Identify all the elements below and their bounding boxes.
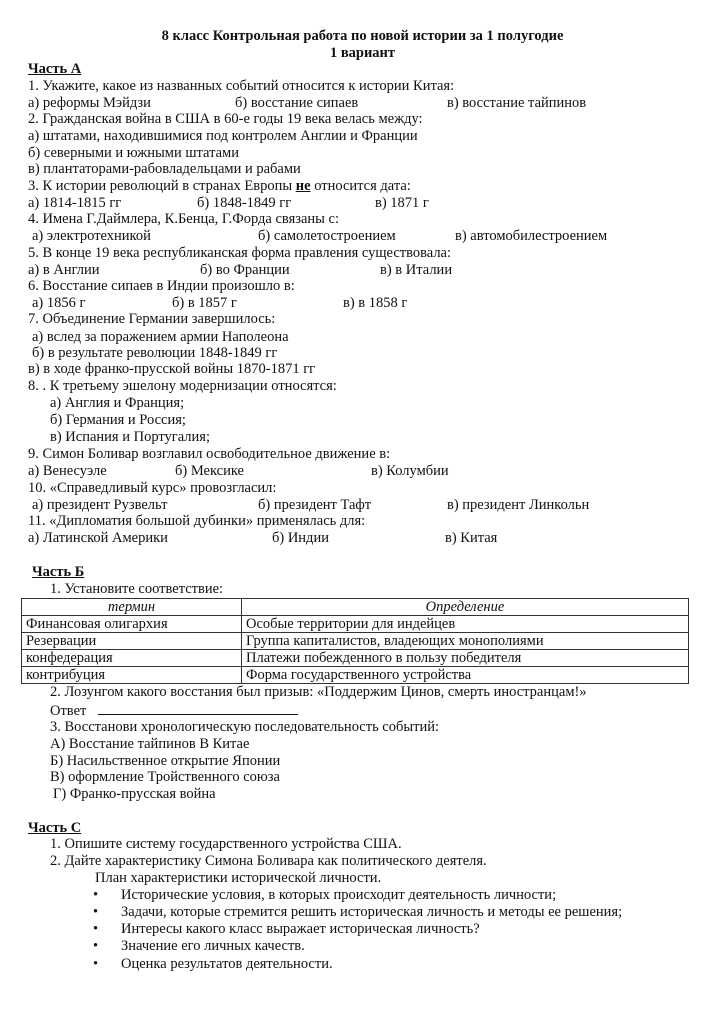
option: б) президент Тафт xyxy=(258,497,372,513)
question-9: 9. Симон Боливар возглавил освободительное движение в: xyxy=(28,446,391,462)
option: а) вслед за поражением армии Наполеона xyxy=(32,329,289,345)
option: а) 1856 г xyxy=(32,295,86,311)
option: а) штатами, находившимися под контролем Англии и Франции xyxy=(28,128,418,144)
event-item: А) Восстание тайпинов В Китае xyxy=(50,736,250,752)
definition-cell: Форма государственного устройства xyxy=(242,667,689,684)
matching-table xyxy=(21,598,689,684)
question-5: 5. В конце 19 века республиканская форма правления существовала: xyxy=(28,245,452,261)
term-cell: Финансовая олигархия xyxy=(22,616,242,633)
bullet-text: Оценка результатов деятельности. xyxy=(121,956,333,972)
bullet-text: Значение его личных качеств. xyxy=(121,938,305,954)
table-header-row xyxy=(22,599,689,616)
option: б) самолетостроением xyxy=(258,228,396,244)
option: б) северными и южными штатами xyxy=(28,145,239,161)
question-text: 3. К истории революций в странах Европы xyxy=(28,178,296,194)
plan-title: План характеристики исторической личности. xyxy=(95,870,382,886)
question-7: 7. Объединение Германии завершилось: xyxy=(28,311,276,327)
plan-bullet xyxy=(93,904,622,921)
answer-label: Ответ xyxy=(50,703,87,719)
task-b2: 2. Лозунгом какого восстания был призыв: «Поддержим Цинов, смерть иностранцам!» xyxy=(50,684,587,700)
column-header-definition: Определение xyxy=(242,599,689,616)
option: а) электротехникой xyxy=(32,228,151,244)
plan-bullet xyxy=(93,887,556,904)
part-a-heading: Часть А xyxy=(28,61,82,77)
bullet-icon: • xyxy=(93,887,99,903)
option: а) реформы Мэйдзи xyxy=(28,95,151,111)
task-c2: 2. Дайте характеристику Симона Боливара как политического деятеля. xyxy=(50,853,487,869)
bullet-icon: • xyxy=(93,904,99,920)
option: в) в 1858 г xyxy=(343,295,408,311)
part-c-heading: Часть С xyxy=(28,820,82,836)
plan-bullet xyxy=(93,921,480,938)
column-header-term: термин xyxy=(22,599,242,616)
option: б) в результате революции 1848-1849 гг xyxy=(32,345,278,361)
document-title: 8 класс Контрольная работа по новой истории за 1 полугодие xyxy=(161,28,564,44)
variant-label: 1 вариант xyxy=(329,45,396,61)
question-4: 4. Имена Г.Даймлера, К.Бенца, Г.Форда связаны с: xyxy=(28,211,339,227)
task-b1: 1. Установите соответствие: xyxy=(50,581,224,597)
option: а) Латинской Америки xyxy=(28,530,168,546)
option: в) автомобилестроением xyxy=(455,228,608,244)
option: б) Германия и Россия; xyxy=(50,412,186,428)
table-row xyxy=(22,633,689,650)
table-row xyxy=(22,650,689,667)
event-item: Г) Франко-прусская война xyxy=(53,786,216,802)
definition-cell: Группа капиталистов, владеющих монополиями xyxy=(242,633,689,650)
plan-bullet xyxy=(93,956,333,973)
question-2: 2. Гражданская война в США в 60-е годы 19 века велась между: xyxy=(28,111,423,127)
option: в) плантаторами-рабовладельцами и рабами xyxy=(28,161,301,177)
task-b3: 3. Восстанови хронологическую последовательность событий: xyxy=(50,719,440,735)
term-cell: контрибуция xyxy=(22,667,242,684)
answer-blank[interactable] xyxy=(98,702,298,715)
question-1: 1. Укажите, какое из названных событий относится к истории Китая: xyxy=(28,78,455,94)
bullet-text: Исторические условия, в которых происходит деятельность личности; xyxy=(121,887,557,903)
question-8: 8. . К третьему эшелону модернизации относятся: xyxy=(28,378,337,394)
task-c1: 1. Опишите систему государственного устройства США. xyxy=(50,836,402,852)
option: б) восстание сипаев xyxy=(235,95,359,111)
bullet-text: Задачи, которые стремится решить историческая личность и методы ее решения; xyxy=(121,904,623,920)
term-cell: конфедерация xyxy=(22,650,242,667)
option: б) Мексике xyxy=(175,463,244,479)
option: б) 1848-1849 гг xyxy=(197,195,292,211)
option: в) Колумбии xyxy=(371,463,449,479)
plan-bullet xyxy=(93,938,305,955)
option: б) Индии xyxy=(272,530,329,546)
option: в) в Италии xyxy=(380,262,453,278)
option: в) Испания и Португалия; xyxy=(50,429,210,445)
option: а) Венесуэле xyxy=(28,463,107,479)
bullet-icon: • xyxy=(93,921,99,937)
emphasis-text: не xyxy=(295,178,311,194)
event-item: В) оформление Тройственного союза xyxy=(50,769,280,785)
option: в) Китая xyxy=(445,530,498,546)
option: а) Англия и Франция; xyxy=(50,395,185,411)
term-cell: Резервации xyxy=(22,633,242,650)
option: в) восстание тайпинов xyxy=(447,95,587,111)
answer-line xyxy=(50,702,298,720)
option: в) в ходе франко-прусской войны 1870-1871 гг xyxy=(28,361,316,377)
option: а) 1814-1815 гг xyxy=(28,195,122,211)
question-text: относится дата: xyxy=(310,178,411,194)
question-6: 6. Восстание сипаев в Индии произошло в: xyxy=(28,278,295,294)
option: в) президент Линкольн xyxy=(447,497,590,513)
bullet-icon: • xyxy=(93,956,99,972)
question-10: 10. «Справедливый курс» провозгласил: xyxy=(28,480,277,496)
option: в) 1871 г xyxy=(375,195,429,211)
bullet-icon: • xyxy=(93,938,99,954)
option: а) в Англии xyxy=(28,262,100,278)
event-item: Б) Насильственное открытие Японии xyxy=(50,753,281,769)
bullet-text: Интересы какого класс выражает историческая личность? xyxy=(121,921,480,937)
option: а) президент Рузвельт xyxy=(32,497,168,513)
table-row xyxy=(22,667,689,684)
table-row xyxy=(22,616,689,633)
part-b-heading: Часть Б xyxy=(32,564,85,580)
question-11: 11. «Дипломатия большой дубинки» применялась для: xyxy=(28,513,366,529)
option: б) во Франции xyxy=(200,262,290,278)
definition-cell: Платежи побежденного в пользу победителя xyxy=(242,650,689,667)
option: б) в 1857 г xyxy=(172,295,237,311)
question-3 xyxy=(28,178,411,195)
definition-cell: Особые территории для индейцев xyxy=(242,616,689,633)
